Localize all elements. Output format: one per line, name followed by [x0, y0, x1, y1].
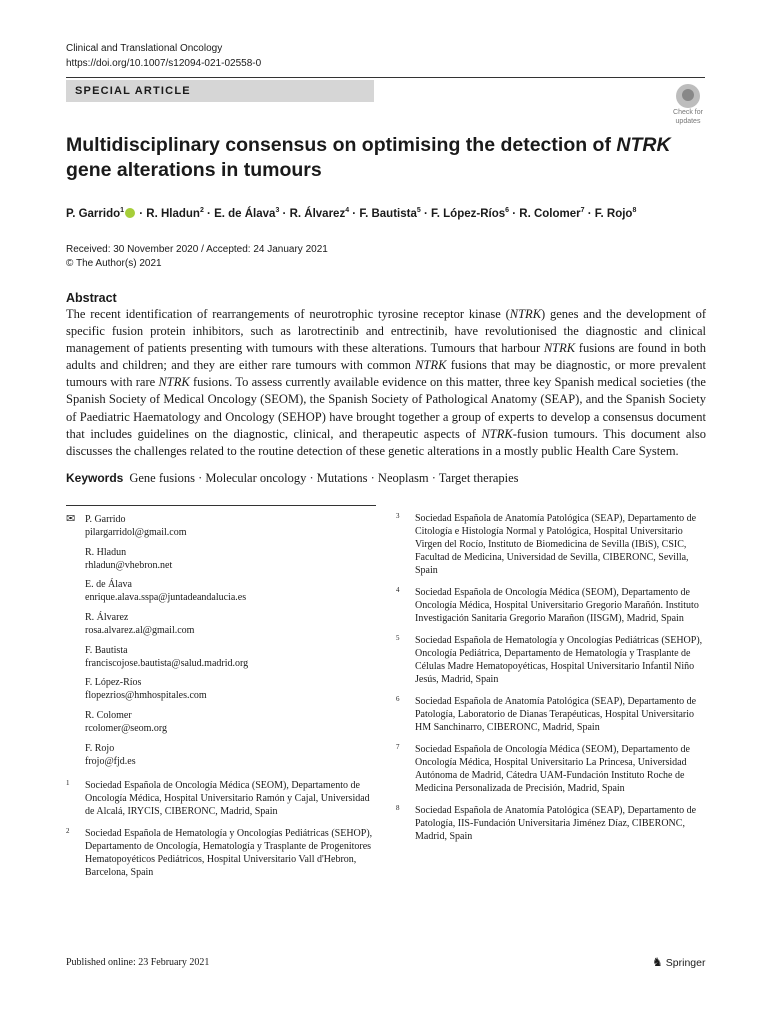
author-affiliation-number: 5 [416, 207, 421, 214]
article-dates [66, 243, 328, 271]
journal-header [66, 41, 261, 71]
affiliation-text: Sociedad Española de Hematología y Oncologías Pediátricas (SEHOP), Oncología Pediátrica, Departamento de Hematología y Trasplante de Células Madre Hematopoyéticas, Hospital Universitario Infantil Niño Jesús, Madrid, Spain [415, 635, 703, 685]
author-name[interactable]: F. Bautista [359, 207, 417, 220]
affiliation-text: Sociedad Española de Oncología Médica (SEOM), Departamento de Oncología Médica, Hospital Universitario Ramón y Cajal, Universidad de Alcalá, IRYCIS, CIBERONC, Madrid, Spain [85, 780, 370, 817]
affiliations-left-column [66, 779, 376, 888]
author-affiliation-number: 3 [275, 207, 280, 214]
abstract-segment: fusions. To assess currently available evidence on this matter, three key Spanish medical societies (the Spanish Society of Medical Oncology (SEOM), the Spanish Society of Pathological Anatomy (SEAP), and the Spanish Society of Paediatric Haematology and Oncology (SEHOP) have brought together a group of experts to develop a consensus document that includes guidelines on the diagnostic, clinical, and therapeutic aspects of [66, 375, 706, 441]
affiliation-entry [396, 804, 706, 843]
contact-entry [66, 644, 376, 670]
contact-email[interactable]: franciscojose.bautista@salud.madrid.org [85, 657, 249, 669]
abstract-segment: fusions that may be diagnostic, or more prevalent tumours with rare [66, 358, 707, 390]
affiliation-number: 5 [396, 634, 400, 642]
contact-name: F. Rojo [85, 742, 115, 754]
affiliation-text: Sociedad Española de Anatomía Patológica (SEAP), Departamento de Patología, IIS-Fundación Universitaria Jiménez Díaz, CIBERONC, Madrid, Spain [415, 805, 697, 842]
contact-email[interactable]: pilargarridol@gmail.com [85, 527, 187, 538]
author-affiliation-number: 4 [345, 207, 350, 214]
article-title [66, 133, 686, 183]
abstract-segment: ) genes and the development of specific fusion protein inhibitors, such as larotrectinib and entrectinib, have revolutionised the diagnostic and clinical management of patients presenting with tumours with these alterations. Tumours that harbour [66, 307, 707, 356]
contact-entry [66, 709, 376, 735]
affiliation-number: 2 [66, 827, 70, 835]
author-separator: · [203, 207, 215, 220]
check-updates-line1: Check for [673, 109, 703, 116]
springer-horse-icon: ♞ [652, 955, 663, 969]
affiliation-number: 3 [396, 512, 400, 520]
contact-name: F. López-Ríos [85, 677, 142, 689]
corresponding-contacts [66, 513, 376, 775]
author-affiliation-number: 8 [632, 207, 637, 214]
affiliation-number: 4 [396, 586, 400, 594]
author-separator: · [349, 207, 360, 220]
contact-email[interactable]: enrique.alava.sspa@juntadeandalucia.es [85, 592, 247, 604]
author-name[interactable]: F. Rojo [594, 207, 633, 220]
author-list [66, 203, 706, 222]
contact-entry [66, 676, 376, 702]
contact-email[interactable]: rhladun@vhebron.net [85, 559, 173, 571]
title-part-2: gene alterations in tumours [66, 159, 322, 181]
author-name[interactable]: R. Hladun [146, 207, 200, 220]
author-name[interactable]: F. López-Ríos [431, 207, 506, 220]
affiliation-number: 6 [396, 695, 400, 703]
contact-email[interactable]: flopezrios@hmhospitales.com [85, 690, 207, 702]
abstract-segment: The recent identification of rearrangements of neurotrophic tyrosine receptor kinase ( [66, 307, 510, 321]
affiliation-number: 1 [66, 779, 70, 787]
gene-name: NTRK [415, 358, 447, 373]
affiliation-entry [66, 779, 376, 818]
author-separator: · [584, 207, 595, 220]
contact-name: R. Colomer [85, 710, 132, 722]
author-separator: · [279, 207, 290, 220]
contact-entry [66, 578, 376, 604]
orcid-icon[interactable] [125, 208, 135, 218]
gene-name: NTRK [158, 375, 190, 390]
gene-name: NTRK [543, 341, 576, 356]
affiliation-text: Sociedad Española de Oncología Médica (SEOM), Departamento de Oncología Médica, Hospital Universitario La Princesa, Universidad Autónoma de Madrid, Cátedra UAM-Fundación Instituto Roche de Medicina Personalizada de Precisión, Madrid, Spain [415, 744, 690, 794]
author-separator: · [509, 207, 520, 220]
author-affiliation-number: 2 [199, 207, 204, 214]
check-updates-line2: updates [675, 118, 701, 125]
abstract-segment: -fusion tumours. This document also discusses the challenges related to the routine detection of these genetic alterations in a mostly public Health Care System. [66, 426, 707, 458]
received-accepted: Received: 30 November 2020 / Accepted: 24 January 2021 [66, 244, 328, 255]
author-name[interactable]: R. Álvarez [289, 207, 346, 220]
keywords-label: Keywords [66, 471, 124, 485]
contact-entry [66, 513, 376, 539]
affiliation-entry [396, 634, 706, 686]
check-for-updates-badge[interactable] [668, 84, 708, 126]
published-online: Published online: 23 February 2021 [66, 957, 210, 968]
footnote-rule [66, 505, 376, 506]
journal-name: Clinical and Translational Oncology [66, 43, 223, 54]
contact-entry [66, 742, 376, 768]
affiliation-number: 8 [396, 804, 400, 812]
contact-email[interactable]: rcolomer@seom.org [85, 723, 168, 735]
gene-name: NTRK [509, 307, 542, 321]
contact-name: E. de Álava [85, 579, 132, 591]
publisher-name: Springer [665, 957, 706, 969]
author-separator: · [420, 207, 431, 220]
title-gene: NTRK [616, 134, 671, 156]
author-affiliation-number: 7 [580, 207, 585, 214]
article-type-banner: SPECIAL ARTICLE [66, 80, 374, 102]
contact-name: R. Hladun [85, 546, 127, 558]
contact-email[interactable]: rosa.alvarez.al@gmail.com [85, 625, 195, 637]
keywords-text: Gene fusions · Molecular oncology · Mutations · Neoplasm · Target therapies [129, 471, 519, 485]
gene-name: NTRK [481, 426, 513, 441]
abstract-heading: Abstract [66, 291, 117, 305]
contact-email[interactable]: frojo@fjd.es [85, 755, 136, 767]
contact-name: P. Garrido [85, 514, 126, 525]
affiliation-text: Sociedad Española de Anatomía Patológica (SEAP), Departamento de Citología e Histología Normal y Patológica, Hospital Universitario Virgen del Rocío, Instituto de Biomedicina de Sevilla (IBiS), CSIC, Facultad de Medicina, Universidad de Sevilla, CIBERONC, Sevilla, Spain [415, 513, 697, 576]
contact-name: F. Bautista [85, 644, 128, 656]
contact-entry [66, 546, 376, 572]
doi-link[interactable]: https://doi.org/10.1007/s12094-021-02558-0 [66, 58, 262, 69]
abstract-text [66, 306, 706, 460]
author-name[interactable]: R. Colomer [519, 207, 581, 220]
affiliation-text: Sociedad Española de Anatomía Patológica (SEAP), Departamento de Patología, Laboratorio de Dianas Terapéuticas, Hospital Universitario HM Sanchinarro, CIBERONC, Madrid, Spain [415, 696, 697, 733]
affiliations-right-column [396, 512, 706, 852]
abstract-segment: fusions are found in both adults and children; and they are either rare tumours with common [66, 341, 706, 373]
affiliation-entry [396, 512, 706, 577]
affiliation-entry [396, 695, 706, 734]
affiliation-text: Sociedad Española de Hematología y Oncologías Pediátricas (SEHOP), Departamento de Oncología, Hematología y Trasplante de Progenitores Hematopoyéticos Pediátricos, Hospital Universitario Vall d'Hebron, Barcelona, Spain [85, 828, 373, 878]
envelope-icon: ✉ [66, 513, 76, 525]
keywords [66, 470, 706, 486]
affiliation-entry [66, 827, 376, 879]
contact-entry [66, 611, 376, 637]
author-name[interactable]: P. Garrido [66, 207, 121, 220]
title-part-1: Multidisciplinary consensus on optimising the detection of [66, 134, 617, 156]
affiliation-entry [396, 586, 706, 625]
affiliation-entry [396, 743, 706, 795]
author-name[interactable]: E. de Álava [214, 207, 276, 220]
contact-name: R. Álvarez [85, 612, 129, 624]
check-updates-icon [676, 84, 700, 108]
author-affiliation-number: 1 [120, 207, 125, 214]
author-separator: · [136, 207, 147, 220]
affiliation-number: 7 [396, 743, 400, 751]
author-affiliation-number: 6 [505, 207, 510, 214]
header-rule [66, 77, 705, 78]
publisher-logo [652, 955, 705, 969]
copyright: © The Author(s) 2021 [66, 258, 162, 269]
affiliation-text: Sociedad Española de Oncología Médica (SEOM), Departamento de Oncología Médica, Hospital Universitario Gregorio Marañón. Instituto Investigación Sanitaria Gregorio Marañon (IISGM), Madrid, Spain [415, 587, 699, 624]
